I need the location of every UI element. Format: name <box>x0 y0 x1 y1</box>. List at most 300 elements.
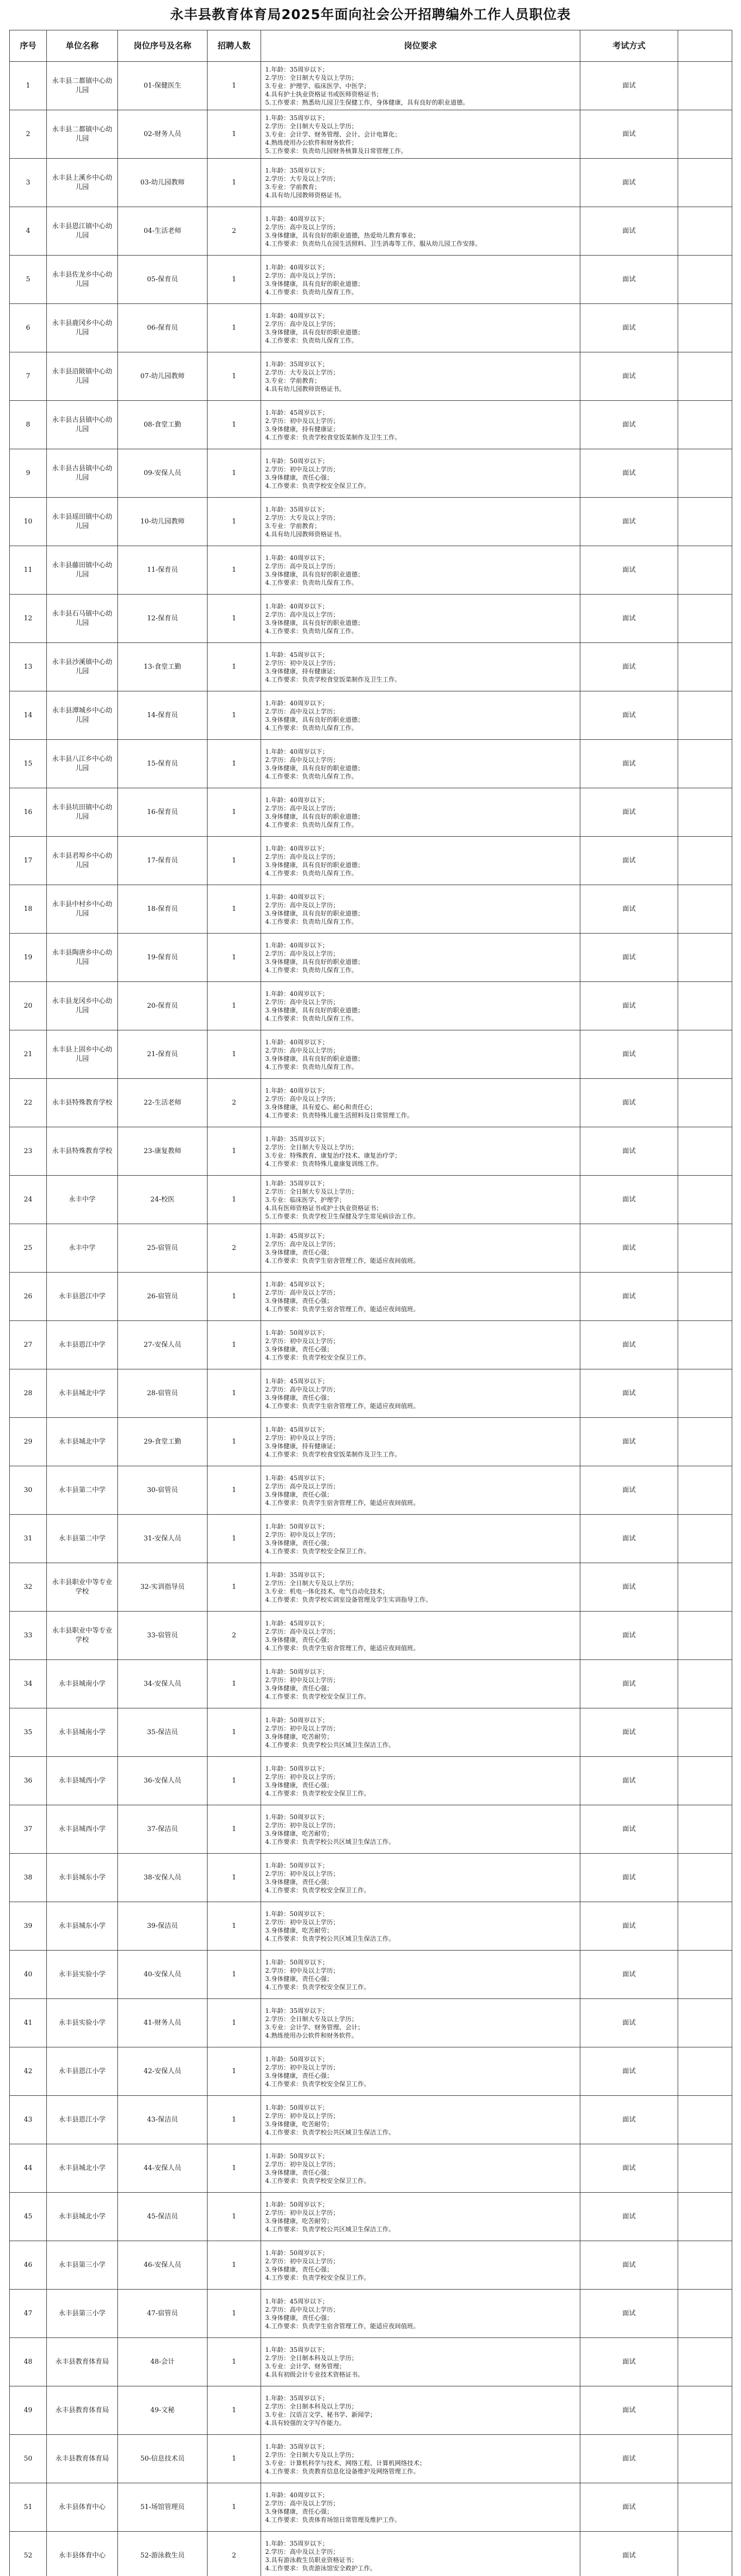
table-row <box>10 1176 732 1224</box>
job-table <box>9 30 732 2576</box>
row-post: 43-保洁员 <box>118 2096 208 2144</box>
row-exam: 面试 <box>580 934 678 982</box>
row-note <box>678 401 732 449</box>
row-note <box>678 788 732 837</box>
row-exam: 面试 <box>580 2290 678 2338</box>
row-unit: 永丰县沙溪镇中心幼儿园 <box>47 643 118 691</box>
row-requirements: 1.年龄：45周岁以下； 2.学历：高中及以上学历； 3.身体健康，责任心强； 4.工作要求：负责学生宿舍管理工作，能适应夜间值班。 <box>261 1466 580 1515</box>
row-unit: 永丰县第二中学 <box>47 1515 118 1563</box>
row-post: 21-保育员 <box>118 1030 208 1079</box>
row-requirements: 1.年龄：50周岁以下； 2.学历：初中及以上学历； 3.身体健康，责任心强； 4.工作要求：负责学校安全保卫工作。 <box>261 449 580 498</box>
table-row <box>10 62 732 110</box>
row-note <box>678 740 732 788</box>
row-no: 52 <box>10 2532 47 2576</box>
row-post: 49-文秘 <box>118 2386 208 2435</box>
table-row <box>10 207 732 256</box>
row-post: 50-信息技术员 <box>118 2435 208 2483</box>
row-requirements: 1.年龄：50周岁以下； 2.学历：初中及以上学历； 3.身体健康，责任心强； 4.工作要求：负责学校安全保卫工作。 <box>261 1951 580 1999</box>
table-row <box>10 1030 732 1079</box>
row-exam: 面试 <box>580 643 678 691</box>
table-row <box>10 1854 732 1902</box>
row-unit: 永丰县潭城乡中心幼儿园 <box>47 691 118 740</box>
row-count: 1 <box>208 1030 261 1079</box>
row-unit: 永丰县古县镇中心幼儿园 <box>47 449 118 498</box>
row-post: 03-幼儿园教师 <box>118 159 208 207</box>
row-requirements: 1.年龄：45周岁以下； 2.学历：初中及以上学历； 3.身体健康，持有健康证； 4.工作要求：负责学校食堂饭菜制作及卫生工作。 <box>261 643 580 691</box>
row-post: 23-康复教师 <box>118 1127 208 1176</box>
row-count: 1 <box>208 1999 261 2047</box>
table-row <box>10 159 732 207</box>
row-post: 27-安保人员 <box>118 1321 208 1369</box>
table-row <box>10 595 732 643</box>
row-no: 48 <box>10 2338 47 2386</box>
row-unit: 永丰县藤田镇中心幼儿园 <box>47 546 118 595</box>
row-unit: 永丰县第二中学 <box>47 1466 118 1515</box>
row-count: 1 <box>208 1369 261 1418</box>
row-post: 41-财务人员 <box>118 1999 208 2047</box>
row-unit: 永丰县中村乡中心幼儿园 <box>47 885 118 934</box>
row-requirements: 1.年龄：50周岁以下； 2.学历：初中及以上学历； 3.身体健康，责任心强； 4.工作要求：负责学校安全保卫工作。 <box>261 1660 580 1708</box>
row-count: 2 <box>208 207 261 256</box>
row-exam: 面试 <box>580 1563 678 1612</box>
row-post: 08-食堂工勤 <box>118 401 208 449</box>
row-requirements: 1.年龄：40周岁以下； 2.学历：高中及以上学历； 3.身体健康，具有良好的职业道德； 4.工作要求：负责幼儿保育工作。 <box>261 304 580 352</box>
row-no: 5 <box>10 256 47 304</box>
row-no: 12 <box>10 595 47 643</box>
row-exam: 面试 <box>580 1612 678 1660</box>
table-row <box>10 1563 732 1612</box>
row-count: 1 <box>208 691 261 740</box>
row-count: 1 <box>208 1854 261 1902</box>
row-unit: 永丰县鹿冈乡中心幼儿园 <box>47 304 118 352</box>
row-exam: 面试 <box>580 1321 678 1369</box>
row-requirements: 1.年龄：35周岁以下； 2.学历：高中及以上学历； 3.具有游泳救生员职业资格证书； 4.工作要求：负责游泳馆安全救护工作。 <box>261 2532 580 2576</box>
row-count: 1 <box>208 982 261 1030</box>
row-unit: 永丰县恩江镇中心幼儿园 <box>47 207 118 256</box>
col-header-unit: 单位名称 <box>47 30 118 62</box>
row-exam: 面试 <box>580 110 678 159</box>
row-count: 1 <box>208 2096 261 2144</box>
row-requirements: 1.年龄：40周岁以下； 2.学历：高中及以上学历； 3.身体健康，具有良好的职业道德； 4.工作要求：负责幼儿保育工作。 <box>261 982 580 1030</box>
row-unit: 永丰县龙冈乡中心幼儿园 <box>47 982 118 1030</box>
row-requirements: 1.年龄：50周岁以下； 2.学历：初中及以上学历； 3.身体健康，责任心强； 4.工作要求：负责学校安全保卫工作。 <box>261 1854 580 1902</box>
col-header-no: 序号 <box>10 30 47 62</box>
row-count: 1 <box>208 1902 261 1951</box>
row-requirements: 1.年龄：45周岁以下； 2.学历：高中及以上学历； 3.身体健康，责任心强； 4.工作要求：负责学生宿舍管理工作，能适应夜间值班。 <box>261 1369 580 1418</box>
row-note <box>678 1805 732 1854</box>
row-no: 20 <box>10 982 47 1030</box>
row-note <box>678 449 732 498</box>
row-note <box>678 2532 732 2576</box>
row-note <box>678 2241 732 2290</box>
col-header-requirements: 岗位要求 <box>261 30 580 62</box>
row-post: 48-会计 <box>118 2338 208 2386</box>
row-count: 1 <box>208 595 261 643</box>
row-note <box>678 1321 732 1369</box>
row-note <box>678 2435 732 2483</box>
row-exam: 面试 <box>580 2338 678 2386</box>
row-note <box>678 62 732 110</box>
row-exam: 面试 <box>580 256 678 304</box>
row-note <box>678 1030 732 1079</box>
row-exam: 面试 <box>580 1854 678 1902</box>
row-no: 44 <box>10 2144 47 2193</box>
row-requirements: 1.年龄：35周岁以下； 2.学历：全日制大专及以上学历； 3.专业：机电一体化技术、电气自动化技术； 4.工作要求：负责学校实训室设备管理及学生实训指导工作。 <box>261 1563 580 1612</box>
table-row <box>10 449 732 498</box>
row-note <box>678 1079 732 1127</box>
row-exam: 面试 <box>580 1757 678 1805</box>
row-post: 39-保洁员 <box>118 1902 208 1951</box>
row-exam: 面试 <box>580 207 678 256</box>
row-count: 1 <box>208 2338 261 2386</box>
table-row <box>10 643 732 691</box>
row-note <box>678 2338 732 2386</box>
table-row <box>10 498 732 546</box>
row-post: 35-保洁员 <box>118 1708 208 1757</box>
row-requirements: 1.年龄：40周岁以下； 2.学历：高中及以上学历； 3.身体健康，具有良好的职业道德； 4.工作要求：负责幼儿保育工作。 <box>261 788 580 837</box>
row-requirements: 1.年龄：35周岁以下； 2.学历：全日制本科及以上学历； 3.专业：会计学、财务管理； 4.具有初级会计专业技术资格证书。 <box>261 2338 580 2386</box>
row-exam: 面试 <box>580 1418 678 1466</box>
row-requirements: 1.年龄：45周岁以下； 2.学历：高中及以上学历； 3.身体健康，责任心强； 4.工作要求：负责学生宿舍管理工作，能适应夜间值班。 <box>261 2290 580 2338</box>
row-unit: 永丰县陶唐乡中心幼儿园 <box>47 934 118 982</box>
row-unit: 永丰县实验小学 <box>47 1999 118 2047</box>
row-count: 1 <box>208 1321 261 1369</box>
row-no: 41 <box>10 1999 47 2047</box>
table-row <box>10 1515 732 1563</box>
row-requirements: 1.年龄：35周岁以下； 2.学历：全日制本科及以上学历； 3.专业：汉语言文学、秘书学、新闻学； 4.具有较强的文字写作能力。 <box>261 2386 580 2435</box>
row-count: 1 <box>208 2483 261 2532</box>
row-unit: 永丰县上固乡中心幼儿园 <box>47 1030 118 1079</box>
row-post: 15-保育员 <box>118 740 208 788</box>
row-no: 38 <box>10 1854 47 1902</box>
row-unit: 永丰县城东小学 <box>47 1854 118 1902</box>
row-no: 2 <box>10 110 47 159</box>
row-unit: 永丰县石马镇中心幼儿园 <box>47 595 118 643</box>
row-exam: 面试 <box>580 1466 678 1515</box>
row-count: 1 <box>208 2386 261 2435</box>
row-requirements: 1.年龄：40周岁以下； 2.学历：高中及以上学历； 3.身体健康，具有良好的职业道德； 4.工作要求：负责幼儿保育工作。 <box>261 546 580 595</box>
row-count: 1 <box>208 110 261 159</box>
row-unit: 永丰县古县镇中心幼儿园 <box>47 401 118 449</box>
row-note <box>678 352 732 401</box>
row-post: 01-保健医生 <box>118 62 208 110</box>
row-post: 31-安保人员 <box>118 1515 208 1563</box>
row-requirements: 1.年龄：35周岁以下； 2.学历：全日制大专及以上学历； 3.专业：计算机科学与技术、网络工程、计算机网络技术； 4.工作要求：负责教育信息化设备维护及网络管理工作。 <box>261 2435 580 2483</box>
table-row <box>10 2047 732 2096</box>
row-unit: 永丰县恩江小学 <box>47 2047 118 2096</box>
row-unit: 永丰县城北中学 <box>47 1418 118 1466</box>
row-post: 09-安保人员 <box>118 449 208 498</box>
row-unit: 永丰县恩江小学 <box>47 2096 118 2144</box>
row-note <box>678 2193 732 2241</box>
row-count: 1 <box>208 1660 261 1708</box>
row-requirements: 1.年龄：50周岁以下； 2.学历：初中及以上学历； 3.身体健康，吃苦耐劳； 4.工作要求：负责学校公共区域卫生保洁工作。 <box>261 2096 580 2144</box>
row-count: 1 <box>208 1273 261 1321</box>
row-count: 1 <box>208 2435 261 2483</box>
table-row <box>10 1369 732 1418</box>
row-count: 1 <box>208 1757 261 1805</box>
row-requirements: 1.年龄：45周岁以下； 2.学历：高中及以上学历； 3.身体健康，责任心强； 4.工作要求：负责学生宿舍管理工作，能适应夜间值班。 <box>261 1273 580 1321</box>
row-post: 13-食堂工勤 <box>118 643 208 691</box>
row-count: 1 <box>208 1466 261 1515</box>
row-requirements: 1.年龄：40周岁以下； 2.学历：高中及以上学历； 3.身体健康，具有良好的职业道德； 4.工作要求：负责幼儿保育工作。 <box>261 740 580 788</box>
row-note <box>678 934 732 982</box>
row-count: 1 <box>208 740 261 788</box>
row-note <box>678 1466 732 1515</box>
row-requirements: 1.年龄：50周岁以下； 2.学历：初中及以上学历； 3.身体健康，吃苦耐劳； 4.工作要求：负责学校公共区域卫生保洁工作。 <box>261 2193 580 2241</box>
row-requirements: 1.年龄：50周岁以下； 2.学历：初中及以上学历； 3.身体健康，责任心强； 4.工作要求：负责学校安全保卫工作。 <box>261 2241 580 2290</box>
row-unit: 永丰县实验小学 <box>47 1951 118 1999</box>
row-unit: 永丰县特殊教育学校 <box>47 1079 118 1127</box>
row-count: 2 <box>208 2532 261 2576</box>
row-unit: 永丰中学 <box>47 1224 118 1273</box>
row-exam: 面试 <box>580 2096 678 2144</box>
table-row <box>10 2435 732 2483</box>
row-no: 45 <box>10 2193 47 2241</box>
row-count: 1 <box>208 159 261 207</box>
row-unit: 永丰县第三小学 <box>47 2290 118 2338</box>
row-requirements: 1.年龄：35周岁以下； 2.学历：全日制大专及以上学历； 3.专业：特殊教育、康复治疗技术、康复治疗学； 4.工作要求：负责特殊儿童康复训练工作。 <box>261 1127 580 1176</box>
row-post: 32-实训指导员 <box>118 1563 208 1612</box>
row-note <box>678 159 732 207</box>
table-row <box>10 740 732 788</box>
row-unit: 永丰县二都镇中心幼儿园 <box>47 110 118 159</box>
row-post: 33-宿管员 <box>118 1612 208 1660</box>
row-exam: 面试 <box>580 1224 678 1273</box>
row-unit: 永丰县体育中心 <box>47 2532 118 2576</box>
col-header-exam: 考试方式 <box>580 30 678 62</box>
row-note <box>678 498 732 546</box>
row-exam: 面试 <box>580 62 678 110</box>
row-no: 49 <box>10 2386 47 2435</box>
row-requirements: 1.年龄：35周岁以下； 2.学历：全日制大专及以上学历； 3.专业：会计学、财务管理、会计； 4.熟练使用办公软件和财务软件。 <box>261 1999 580 2047</box>
row-exam: 面试 <box>580 2483 678 2532</box>
row-count: 1 <box>208 934 261 982</box>
row-requirements: 1.年龄：50周岁以下； 2.学历：初中及以上学历； 3.身体健康，吃苦耐劳； 4.工作要求：负责学校公共区域卫生保洁工作。 <box>261 1902 580 1951</box>
row-exam: 面试 <box>580 1369 678 1418</box>
row-unit: 永丰中学 <box>47 1176 118 1224</box>
table-row <box>10 2483 732 2532</box>
row-unit: 永丰县瑶田镇中心幼儿园 <box>47 498 118 546</box>
row-post: 05-保育员 <box>118 256 208 304</box>
row-count: 1 <box>208 401 261 449</box>
row-exam: 面试 <box>580 546 678 595</box>
row-no: 13 <box>10 643 47 691</box>
row-post: 26-宿管员 <box>118 1273 208 1321</box>
row-requirements: 1.年龄：50周岁以下； 2.学历：初中及以上学历； 3.身体健康，责任心强； 4.工作要求：负责学校安全保卫工作。 <box>261 2047 580 2096</box>
row-requirements: 1.年龄：40周岁以下； 2.学历：高中及以上学历； 3.身体健康，具有良好的职业道德； 4.工作要求：负责幼儿保育工作。 <box>261 256 580 304</box>
row-unit: 永丰县沿陂镇中心幼儿园 <box>47 352 118 401</box>
row-post: 20-保育员 <box>118 982 208 1030</box>
table-row <box>10 256 732 304</box>
row-exam: 面试 <box>580 352 678 401</box>
row-note <box>678 546 732 595</box>
row-no: 39 <box>10 1902 47 1951</box>
row-no: 25 <box>10 1224 47 1273</box>
row-post: 02-财务人员 <box>118 110 208 159</box>
row-unit: 永丰县八江乡中心幼儿园 <box>47 740 118 788</box>
row-note <box>678 1273 732 1321</box>
row-exam: 面试 <box>580 1708 678 1757</box>
row-unit: 永丰县教育体育局 <box>47 2435 118 2483</box>
row-no: 37 <box>10 1805 47 1854</box>
row-unit: 永丰县教育体育局 <box>47 2386 118 2435</box>
row-no: 26 <box>10 1273 47 1321</box>
row-requirements: 1.年龄：50周岁以下； 2.学历：初中及以上学历； 3.身体健康，责任心强； 4.工作要求：负责学校安全保卫工作。 <box>261 2144 580 2193</box>
row-requirements: 1.年龄：50周岁以下； 2.学历：初中及以上学历； 3.身体健康，责任心强； 4.工作要求：负责学校安全保卫工作。 <box>261 1321 580 1369</box>
row-exam: 面试 <box>580 1805 678 1854</box>
row-note <box>678 1515 732 1563</box>
table-row <box>10 837 732 885</box>
row-no: 24 <box>10 1176 47 1224</box>
row-exam: 面试 <box>580 304 678 352</box>
row-unit: 永丰县特殊教育学校 <box>47 1127 118 1176</box>
row-exam: 面试 <box>580 2435 678 2483</box>
row-post: 19-保育员 <box>118 934 208 982</box>
row-note <box>678 110 732 159</box>
row-post: 37-保洁员 <box>118 1805 208 1854</box>
row-unit: 永丰县二都镇中心幼儿园 <box>47 62 118 110</box>
table-row <box>10 788 732 837</box>
row-count: 1 <box>208 62 261 110</box>
row-exam: 面试 <box>580 2047 678 2096</box>
row-no: 29 <box>10 1418 47 1466</box>
row-requirements: 1.年龄：45周岁以下； 2.学历：初中及以上学历； 3.身体健康，持有健康证； 4.工作要求：负责学校食堂饭菜制作及卫生工作。 <box>261 1418 580 1466</box>
row-exam: 面试 <box>580 1176 678 1224</box>
row-no: 8 <box>10 401 47 449</box>
row-no: 21 <box>10 1030 47 1079</box>
row-post: 06-保育员 <box>118 304 208 352</box>
row-note <box>678 1708 732 1757</box>
row-note <box>678 1127 732 1176</box>
row-no: 4 <box>10 207 47 256</box>
row-exam: 面试 <box>580 1079 678 1127</box>
table-row <box>10 1418 732 1466</box>
row-count: 2 <box>208 1224 261 1273</box>
row-exam: 面试 <box>580 1999 678 2047</box>
row-post: 44-安保人员 <box>118 2144 208 2193</box>
row-requirements: 1.年龄：40周岁以下； 2.学历：高中及以上学历； 3.身体健康，责任心强； 4.工作要求：负责体育场馆日常管理及维护工作。 <box>261 2483 580 2532</box>
row-post: 28-宿管员 <box>118 1369 208 1418</box>
table-row <box>10 885 732 934</box>
row-note <box>678 1369 732 1418</box>
table-row <box>10 2532 732 2576</box>
row-unit: 永丰县佐龙乡中心幼儿园 <box>47 256 118 304</box>
row-unit: 永丰县职业中等专业学校 <box>47 1612 118 1660</box>
col-header-count: 招聘人数 <box>208 30 261 62</box>
row-count: 1 <box>208 2144 261 2193</box>
row-count: 1 <box>208 1127 261 1176</box>
table-row <box>10 1660 732 1708</box>
row-note <box>678 1951 732 1999</box>
row-exam: 面试 <box>580 885 678 934</box>
row-post: 51-场馆管理员 <box>118 2483 208 2532</box>
row-count: 1 <box>208 643 261 691</box>
row-note <box>678 2386 732 2435</box>
row-requirements: 1.年龄：50周岁以下； 2.学历：初中及以上学历； 3.身体健康，责任心强； 4.工作要求：负责学校安全保卫工作。 <box>261 1515 580 1563</box>
table-row <box>10 934 732 982</box>
row-note <box>678 1176 732 1224</box>
row-no: 11 <box>10 546 47 595</box>
row-requirements: 1.年龄：35周岁以下； 2.学历：全日制大专及以上学历； 3.专业：临床医学、护理学； 4.具有医师资格证书或护士执业资格证书； 5.工作要求：负责学校卫生保健及学生常见病诊治工作。 <box>261 1176 580 1224</box>
row-no: 7 <box>10 352 47 401</box>
row-exam: 面试 <box>580 1660 678 1708</box>
row-exam: 面试 <box>580 982 678 1030</box>
row-count: 1 <box>208 1951 261 1999</box>
row-no: 46 <box>10 2241 47 2290</box>
row-unit: 永丰县上溪乡中心幼儿园 <box>47 159 118 207</box>
row-note <box>678 643 732 691</box>
row-count: 1 <box>208 546 261 595</box>
row-note <box>678 304 732 352</box>
row-requirements: 1.年龄：35周岁以下； 2.学历：全日制大专及以上学历； 3.专业：会计学、财务管理、会计、会计电算化； 4.熟练使用办公软件和财务软件； 5.工作要求：负责幼儿园财务核算及日常管理工作。 <box>261 110 580 159</box>
row-requirements: 1.年龄：35周岁以下； 2.学历：大专及以上学历； 3.专业：学前教育； 4.具有幼儿园教师资格证书。 <box>261 159 580 207</box>
row-post: 11-保育员 <box>118 546 208 595</box>
row-no: 3 <box>10 159 47 207</box>
row-exam: 面试 <box>580 1273 678 1321</box>
row-note <box>678 1902 732 1951</box>
row-no: 23 <box>10 1127 47 1176</box>
row-post: 42-安保人员 <box>118 2047 208 2096</box>
row-unit: 永丰县城南小学 <box>47 1708 118 1757</box>
row-count: 1 <box>208 1805 261 1854</box>
row-no: 15 <box>10 740 47 788</box>
page-title: 永丰县教育体育局2025年面向社会公开招聘编外工作人员职位表 <box>170 7 571 23</box>
row-count: 1 <box>208 352 261 401</box>
row-post: 10-幼儿园教师 <box>118 498 208 546</box>
row-no: 42 <box>10 2047 47 2096</box>
row-exam: 面试 <box>580 449 678 498</box>
row-no: 40 <box>10 1951 47 1999</box>
row-note <box>678 1418 732 1466</box>
row-no: 36 <box>10 1757 47 1805</box>
table-row <box>10 110 732 159</box>
row-unit: 永丰县第三小学 <box>47 2241 118 2290</box>
table-row <box>10 304 732 352</box>
row-unit: 永丰县城西小学 <box>47 1805 118 1854</box>
row-exam: 面试 <box>580 2386 678 2435</box>
row-post: 38-安保人员 <box>118 1854 208 1902</box>
row-no: 43 <box>10 2096 47 2144</box>
row-note <box>678 1224 732 1273</box>
row-note <box>678 256 732 304</box>
row-post: 47-宿管员 <box>118 2290 208 2338</box>
row-no: 9 <box>10 449 47 498</box>
row-note <box>678 691 732 740</box>
row-post: 07-幼儿园教师 <box>118 352 208 401</box>
row-note <box>678 2483 732 2532</box>
row-no: 10 <box>10 498 47 546</box>
row-note <box>678 885 732 934</box>
row-exam: 面试 <box>580 595 678 643</box>
row-unit: 永丰县城北小学 <box>47 2193 118 2241</box>
row-requirements: 1.年龄：50周岁以下； 2.学历：初中及以上学历； 3.身体健康，吃苦耐劳； 4.工作要求：负责学校公共区域卫生保洁工作。 <box>261 1708 580 1757</box>
row-no: 31 <box>10 1515 47 1563</box>
row-note <box>678 837 732 885</box>
table-row <box>10 1708 732 1757</box>
row-no: 35 <box>10 1708 47 1757</box>
row-note <box>678 2096 732 2144</box>
row-count: 1 <box>208 1563 261 1612</box>
table-row <box>10 1321 732 1369</box>
table-row <box>10 1902 732 1951</box>
row-requirements: 1.年龄：35周岁以下； 2.学历：全日制大专及以上学历； 3.专业：护理学、临床医学、中医学； 4.具有护士执业资格证书或医师资格证书； 5.工作要求：熟悉幼儿园卫生保健工作，身体健康，具有良好的职业道德。 <box>261 62 580 110</box>
row-unit: 永丰县教育体育局 <box>47 2338 118 2386</box>
row-post: 16-保育员 <box>118 788 208 837</box>
row-no: 14 <box>10 691 47 740</box>
row-exam: 面试 <box>580 740 678 788</box>
row-count: 1 <box>208 1515 261 1563</box>
